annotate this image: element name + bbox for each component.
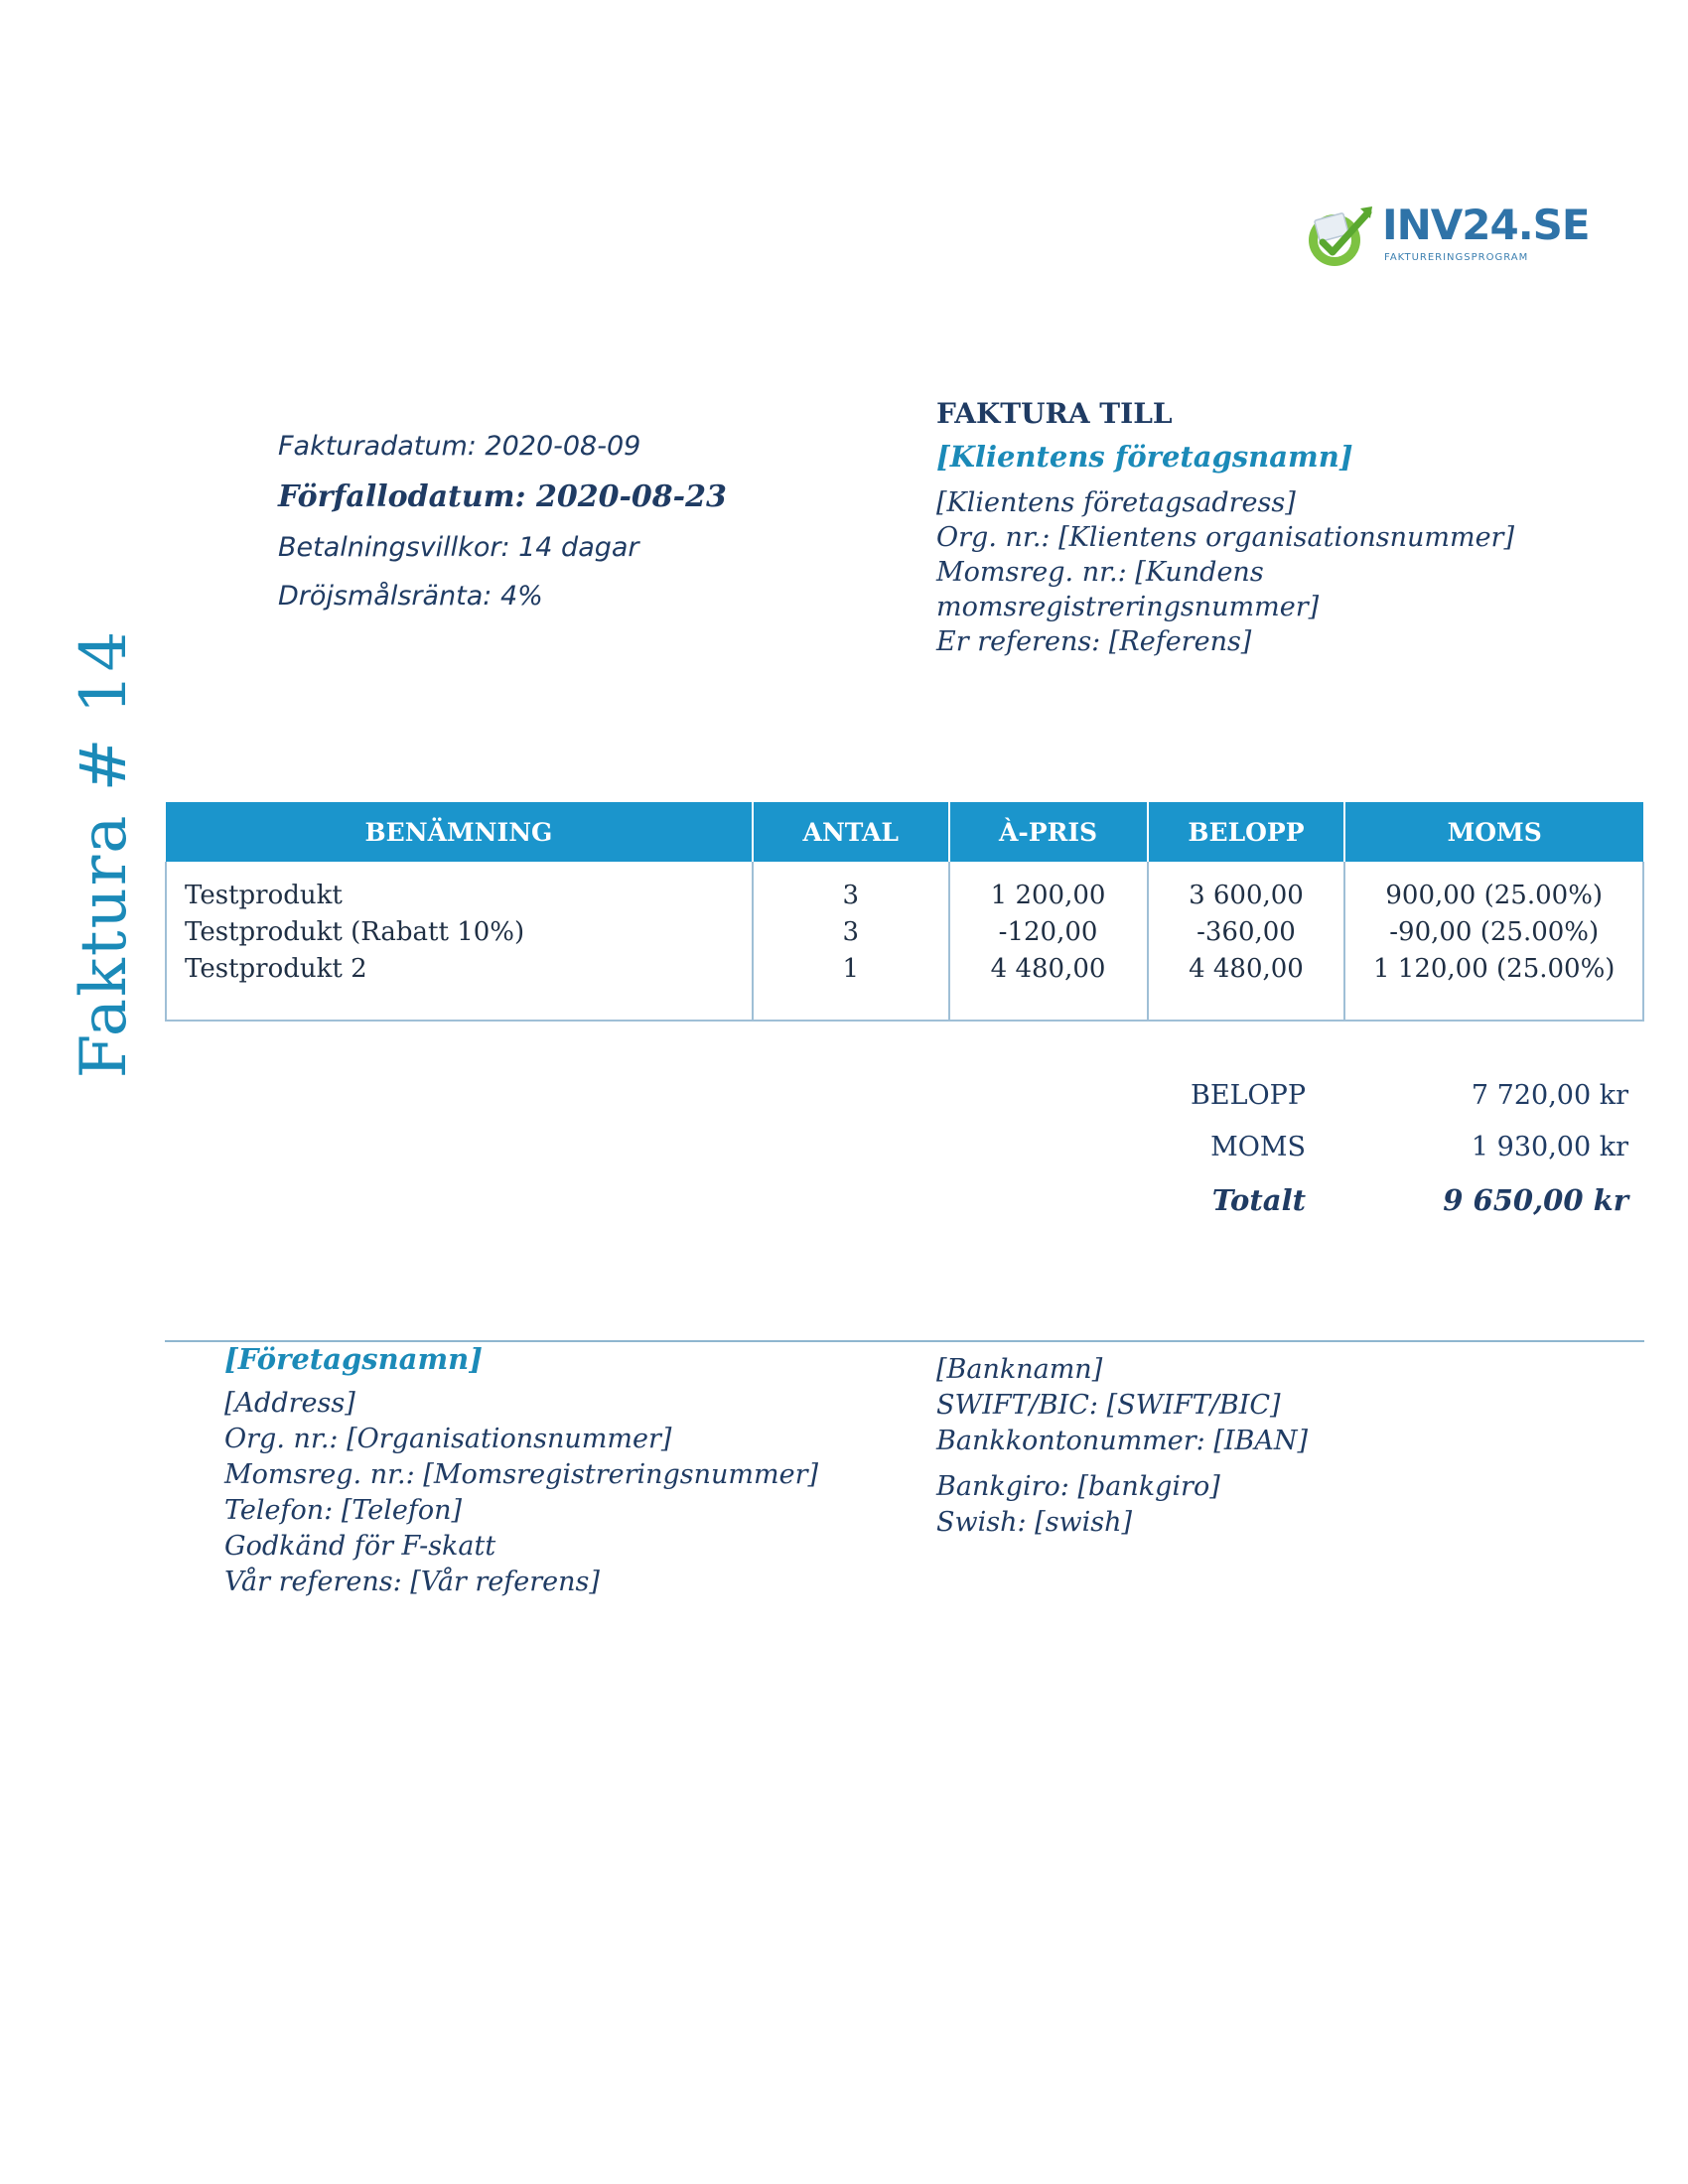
table-cell: -360,00	[1196, 917, 1296, 947]
header-vat: MOMS	[1344, 802, 1643, 862]
table-cell: 1	[842, 954, 860, 984]
company-name: [Företagsnamn]	[224, 1342, 483, 1376]
invoice-date: Fakturadatum: 2020-08-09	[278, 431, 641, 462]
total-label: Totalt	[1211, 1183, 1306, 1217]
company-org-nr: Org. nr.: [Organisationsnummer]	[224, 1424, 672, 1454]
company-address: [Address]	[224, 1388, 355, 1419]
company-vat-nr: Momsreg. nr.: [Momsregistreringsnummer]	[224, 1459, 819, 1490]
table-cell: 3	[842, 917, 860, 947]
payment-terms: Betalningsvillkor: 14 dagar	[278, 532, 639, 563]
table-cell: 1 120,00 (25.00%)	[1372, 954, 1616, 984]
header-amount: BELOPP	[1148, 802, 1345, 862]
table-cell: Testprodukt	[185, 881, 343, 910]
items-table	[165, 802, 1644, 1022]
header-quantity: ANTAL	[753, 802, 949, 862]
bill-to-heading: FAKTURA TILL	[936, 397, 1173, 430]
company-logo	[1303, 197, 1590, 276]
table-cell: 4 480,00	[990, 954, 1106, 984]
logo-tagline: FAKTURERINGSPROGRAM	[1384, 252, 1529, 263]
total-value: 9 650,00 kr	[1443, 1183, 1628, 1217]
table-cell: 4 480,00	[1189, 954, 1304, 984]
due-date: Förfallodatum: 2020-08-23	[278, 479, 727, 514]
subtotal-label: BELOPP	[1191, 1080, 1306, 1111]
client-name: [Klientens företagsnamn]	[936, 440, 1353, 474]
header-unit-price: À-PRIS	[949, 802, 1148, 862]
subtotal-value: 7 720,00 kr	[1471, 1080, 1628, 1111]
company-info	[224, 1342, 860, 1600]
table-cell: 900,00 (25.00%)	[1385, 881, 1604, 910]
totals	[1172, 1080, 1628, 1235]
invoice-meta	[278, 431, 727, 629]
table-cell: -120,00	[998, 917, 1098, 947]
vat-row	[1172, 1132, 1628, 1183]
bank-name: [Banknamn]	[936, 1354, 1103, 1385]
logo-check-icon	[1303, 203, 1376, 270]
company-phone: Telefon: [Telefon]	[224, 1495, 463, 1526]
bill-to	[936, 397, 1552, 659]
header-description: BENÄMNING	[166, 802, 753, 862]
amount-column	[1148, 862, 1345, 1021]
late-interest: Dröjsmålsränta: 4%	[278, 581, 543, 612]
bank-account: Bankkontonummer: [IBAN]	[936, 1426, 1309, 1456]
description-column	[166, 862, 753, 1021]
total-row	[1172, 1183, 1628, 1235]
company-f-tax: Godkänd för F-skatt	[224, 1531, 496, 1562]
invoice-title: Faktura # 14	[68, 628, 141, 1079]
table-cell: Testprodukt 2	[185, 954, 367, 984]
table-cell: 3 600,00	[1189, 881, 1304, 910]
quantity-column	[753, 862, 949, 1021]
table-cell: 3	[842, 881, 860, 910]
bank-swift: SWIFT/BIC: [SWIFT/BIC]	[936, 1390, 1281, 1421]
table-header-row	[166, 802, 1643, 862]
client-vat-nr-1: Momsreg. nr.: [Kundens	[936, 557, 1264, 588]
client-reference: Er referens: [Referens]	[936, 626, 1252, 657]
company-reference: Vår referens: [Vår referens]	[224, 1567, 600, 1597]
subtotal-row	[1172, 1080, 1628, 1132]
client-address: [Klientens företagsadress]	[936, 487, 1296, 518]
table-cell: 1 200,00	[990, 881, 1106, 910]
vat-column	[1344, 862, 1643, 1021]
bank-info	[936, 1352, 1572, 1541]
vat-label: MOMS	[1210, 1132, 1306, 1162]
client-vat-nr-2: momsregistreringsnummer]	[936, 592, 1320, 622]
table-cell: Testprodukt (Rabatt 10%)	[185, 917, 525, 947]
table-cell: -90,00 (25.00%)	[1389, 917, 1600, 947]
bank-giro: Bankgiro: [bankgiro]	[936, 1471, 1220, 1502]
client-org-nr: Org. nr.: [Klientens organisationsnummer]	[936, 522, 1514, 553]
bank-swish: Swish: [swish]	[936, 1507, 1133, 1538]
unit-price-column	[949, 862, 1148, 1021]
table-body-row	[166, 862, 1643, 1021]
bank-spacer	[936, 1459, 1572, 1469]
logo-wordmark: INV24.SE	[1382, 201, 1590, 249]
vat-value: 1 930,00 kr	[1471, 1132, 1628, 1162]
